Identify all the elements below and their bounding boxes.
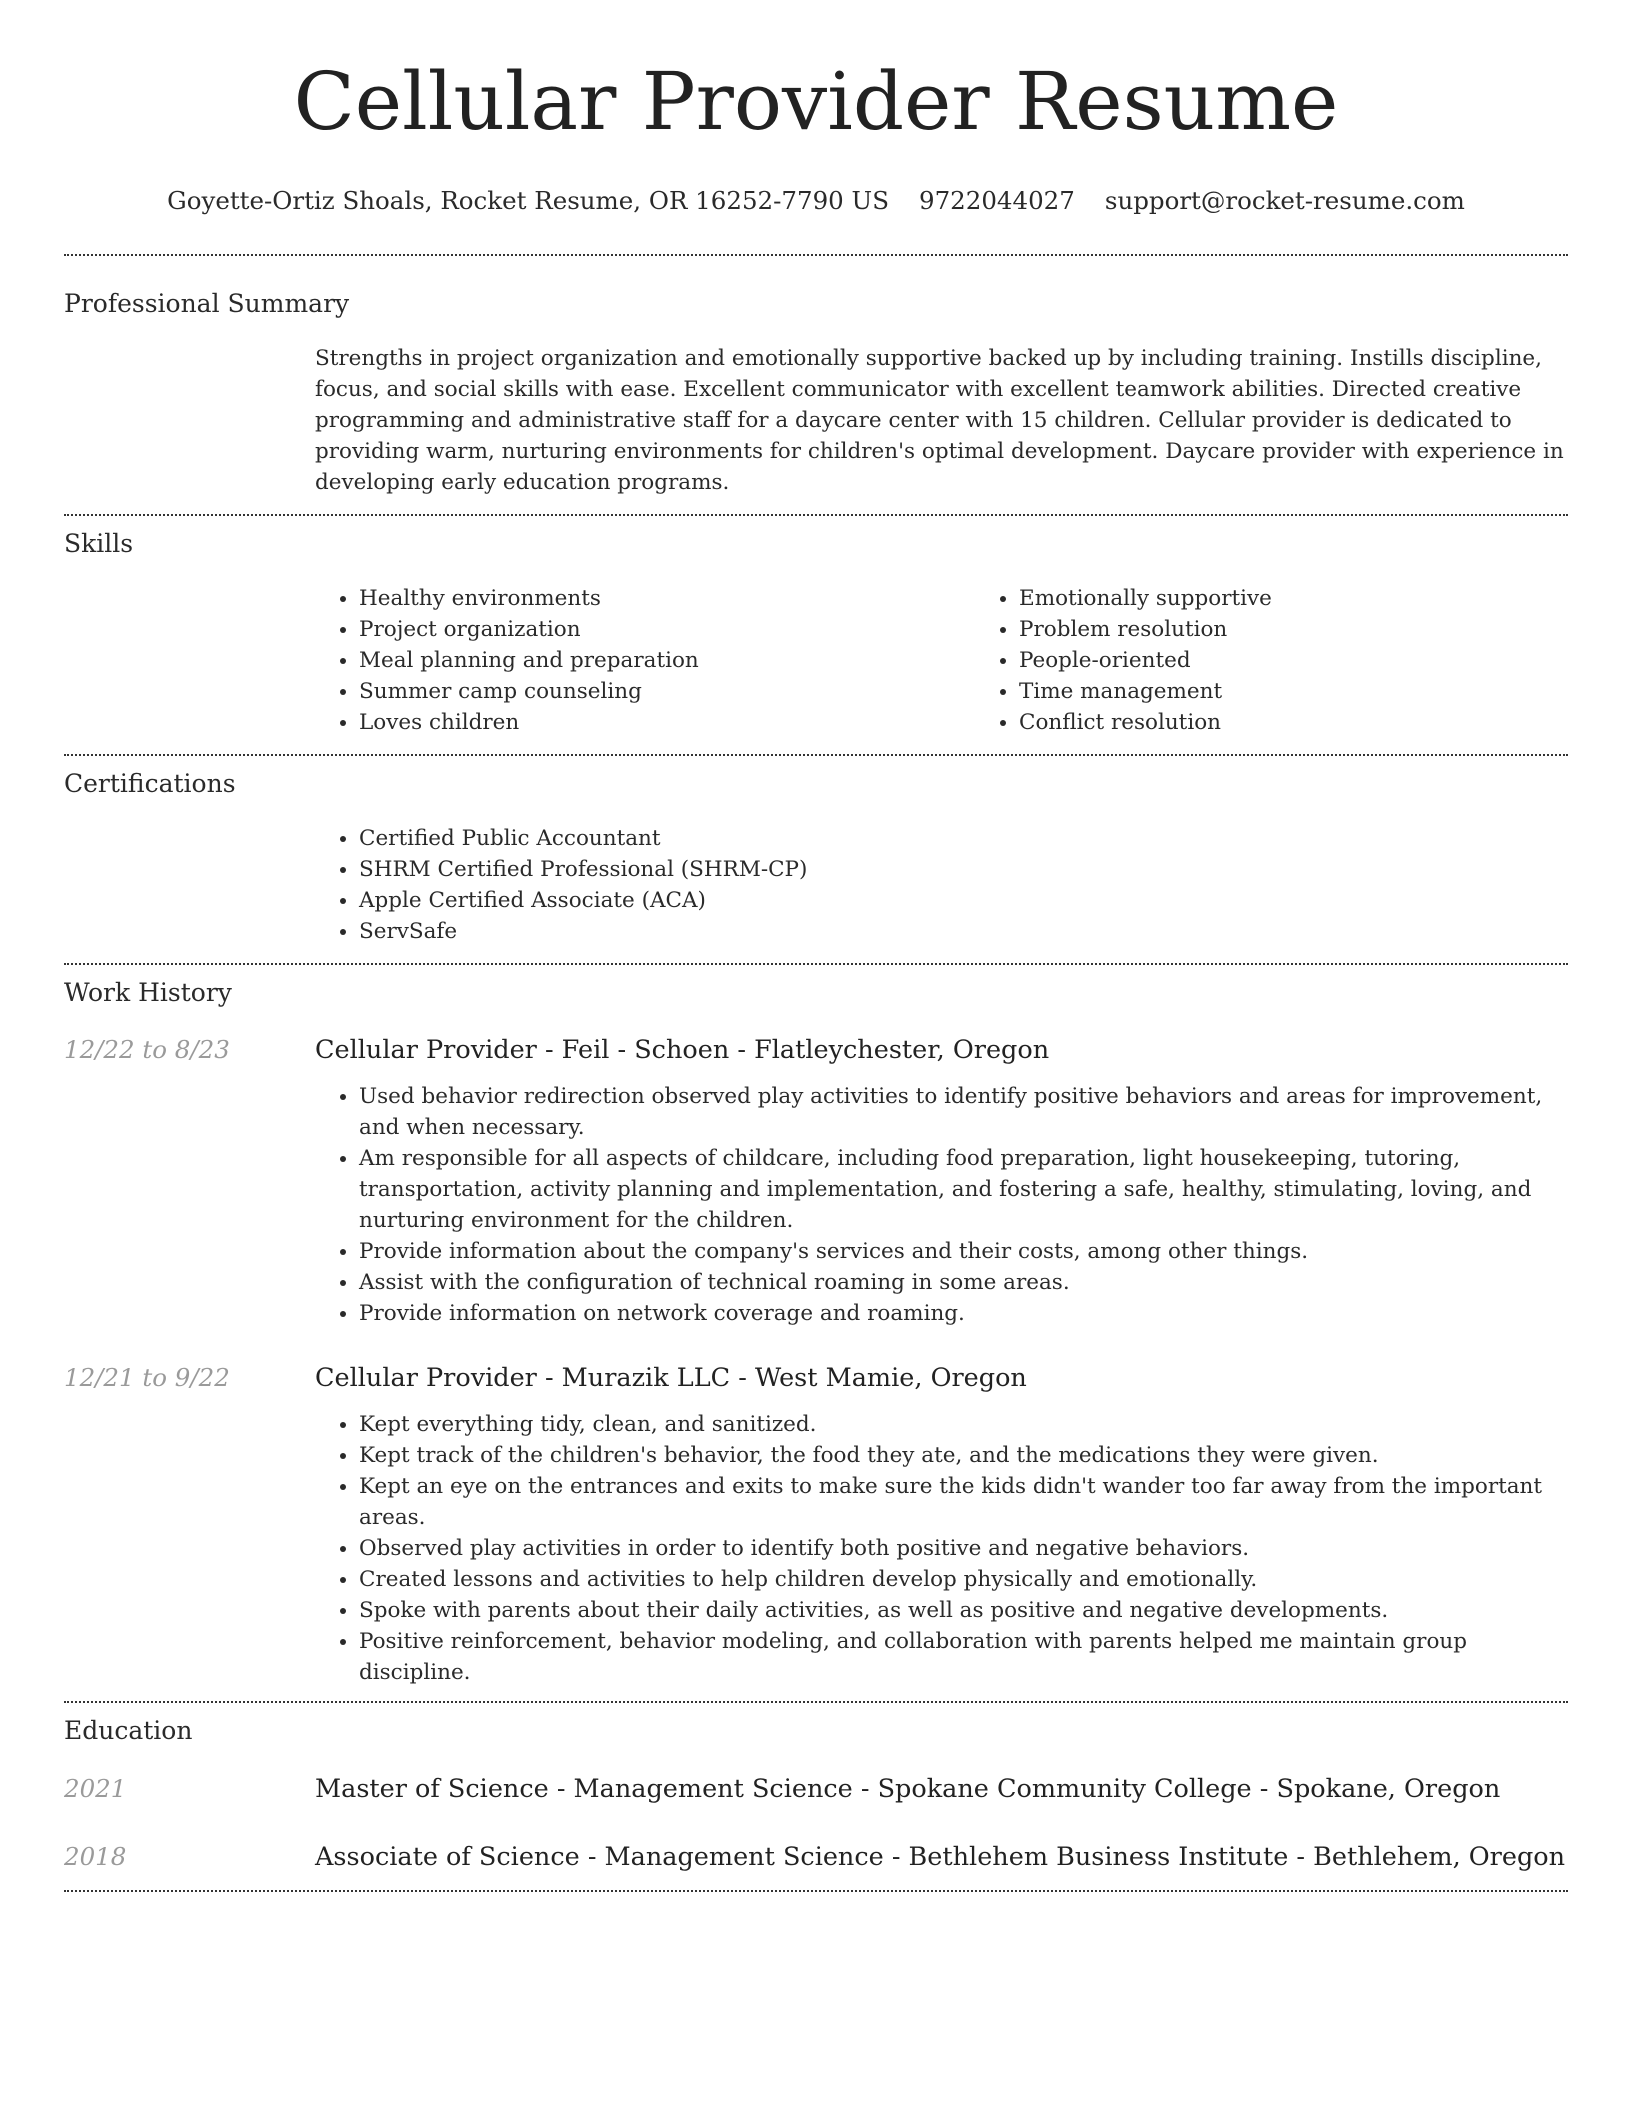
work-section xyxy=(64,965,1568,1701)
job-bullet: • Observed play activities in order to identify both positive and negative behaviors. xyxy=(359,1533,1568,1564)
skills-section xyxy=(64,516,1568,754)
resume-title: Cellular Provider Resume xyxy=(293,55,1339,148)
education-year: 2018 xyxy=(64,1842,127,1871)
job-bullet: • Used behavior redirection observed play activities to identify positive behaviors and areas for improvement, and when necessary. xyxy=(359,1081,1568,1143)
skill-item: • Problem resolution xyxy=(1019,614,1632,645)
skill-item: • Loves children xyxy=(359,707,975,738)
job-bullet: • Am responsible for all aspects of childcare, including food preparation, light housekeeping, tutoring, transportation, activity planning and implementation, and fostering a safe, healthy, stimulating, loving, and nurturing environment for the children. xyxy=(359,1143,1568,1236)
education-title: Associate of Science - Management Science - Bethlehem Business Institute - Bethlehem, Oregon xyxy=(315,1842,1566,1872)
job-bullet: • Provide information about the company's services and their costs, among other things. xyxy=(359,1236,1568,1267)
education-entry xyxy=(64,1774,1568,1804)
skill-item: • Project organization xyxy=(359,614,975,645)
education-entry xyxy=(64,1842,1568,1872)
job-title: Cellular Provider - Murazik LLC - West Mamie, Oregon xyxy=(315,1363,1027,1393)
job-entry xyxy=(64,1035,1568,1329)
contact-address: Goyette-Ortiz Shoals, Rocket Resume, OR 16252-7790 US xyxy=(167,186,889,215)
education-title: Master of Science - Management Science - Spokane Community College - Spokane, Oregon xyxy=(315,1774,1501,1804)
job-dates: 12/21 to 9/22 xyxy=(64,1363,230,1392)
skill-item: • Conflict resolution xyxy=(1019,707,1632,738)
job-dates: 12/22 to 8/23 xyxy=(64,1035,230,1064)
certification-item: • ServSafe xyxy=(359,916,1568,947)
job-bullet: • Kept everything tidy, clean, and sanitized. xyxy=(359,1409,1568,1440)
job-bullet: • Provide information on network coverage and roaming. xyxy=(359,1298,1568,1329)
skill-item: • Meal planning and preparation xyxy=(359,645,975,676)
job-entry xyxy=(64,1363,1568,1688)
contact-email: support@rocket-resume.com xyxy=(1104,186,1465,215)
contact-line xyxy=(64,186,1568,216)
summary-heading: Professional Summary xyxy=(64,289,350,318)
education-heading: Education xyxy=(64,1716,193,1745)
summary-section xyxy=(64,256,1568,514)
contact-phone: 9722044027 xyxy=(918,186,1075,215)
skills-list-left xyxy=(315,583,975,738)
job-bullet: • Spoke with parents about their daily activities, as well as positive and negative developments. xyxy=(359,1595,1568,1626)
job-bullet: • Assist with the configuration of technical roaming in some areas. xyxy=(359,1267,1568,1298)
education-year: 2021 xyxy=(64,1774,127,1803)
certification-item: • Apple Certified Associate (ACA) xyxy=(359,885,1568,916)
skills-heading: Skills xyxy=(64,529,134,558)
skills-list-right xyxy=(975,583,1632,738)
job-bullets xyxy=(315,1409,1568,1688)
job-bullet: • Kept track of the children's behavior, the food they ate, and the medications they were given. xyxy=(359,1440,1568,1471)
job-bullet: • Positive reinforcement, behavior modeling, and collaboration with parents helped me maintain group discipline. xyxy=(359,1626,1568,1688)
skill-item: • Healthy environments xyxy=(359,583,975,614)
skill-item: • People-oriented xyxy=(1019,645,1632,676)
certifications-section xyxy=(64,756,1568,963)
education-section xyxy=(64,1703,1568,1890)
certifications-heading: Certifications xyxy=(64,769,236,798)
certification-item: • Certified Public Accountant xyxy=(359,823,1568,854)
education-divider xyxy=(64,1890,1568,1892)
skill-item: • Emotionally supportive xyxy=(1019,583,1632,614)
skill-item: • Time management xyxy=(1019,676,1632,707)
job-bullets xyxy=(315,1081,1568,1329)
work-heading: Work History xyxy=(64,978,232,1007)
job-title: Cellular Provider - Feil - Schoen - Flatleychester, Oregon xyxy=(315,1035,1050,1065)
certification-item: • SHRM Certified Professional (SHRM-CP) xyxy=(359,854,1568,885)
job-bullet: • Kept an eye on the entrances and exits to make sure the kids didn't wander too far away from the important areas. xyxy=(359,1471,1568,1533)
certifications-list xyxy=(315,823,1568,947)
skill-item: • Summer camp counseling xyxy=(359,676,975,707)
summary-text: Strengths in project organization and emotionally supportive backed up by including training. Instills discipline, focus, and social skills with ease. Excellent communicator with excellent teamwork abilities. Directed creative programming and administrative staff for a daycare center with 15 children. Cellular provider is dedicated to providing warm, nurturing environments for children's optimal development. Daycare provider with experience in developing early education programs. xyxy=(315,346,1564,495)
job-bullet: • Created lessons and activities to help children develop physically and emotionally. xyxy=(359,1564,1568,1595)
